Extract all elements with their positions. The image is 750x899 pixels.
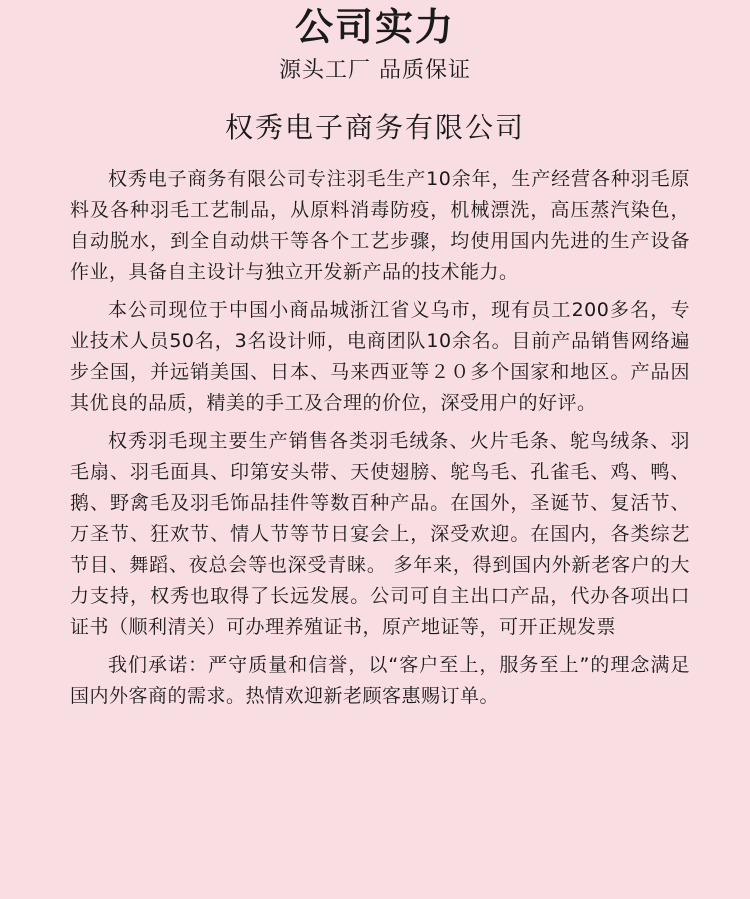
paragraph-intro: 权秀电子商务有限公司专注羽毛生产10余年，生产经营各种羽毛原料及各种羽毛工艺制品，从原料消毒防疫，机械漂洗，高压蒸汽染色，自动脱水，到全自动烘干等各个工艺步骤，均使用国内先进的生产设备作业，具备自主设计与独立开发新产品的技术能力。 bbox=[70, 168, 690, 283]
paragraph-location: 本公司现位于中国小商品城浙江省义乌市，现有员工200多名，专业技术人员50名，3名设计师，电商团队10余名。目前产品销售网络遍步全国，并远销美国、日本、马来西亚等２０多个国家和地区。产品因其优良的品质，精美的手工及合理的价位，深受用户的好评。 bbox=[70, 299, 690, 414]
company-description bbox=[70, 164, 690, 719]
company-name: 权秀电子商务有限公司 bbox=[224, 111, 525, 144]
page-subtitle: 源头工厂 品质保证 bbox=[279, 58, 471, 83]
paragraph-promise: 我们承诺：严守质量和信誉，以“客户至上，服务至上”的理念满足国内外客商的需求。热情欢迎新老顾客惠赐订单。 bbox=[70, 654, 690, 707]
page-title: 公司实力 bbox=[294, 5, 455, 49]
paragraph-products: 权秀羽毛现主要生产销售各类羽毛绒条、火片毛条、鸵鸟绒条、羽毛扇、羽毛面具、印第安头带、天使翅膀、鸵鸟毛、孔雀毛、鸡、鸭、鹅、野禽毛及羽毛饰品挂件等数百种产品。在国外，圣诞节、复活节、万圣节、狂欢节、情人节等节日宴会上，深受欢迎。在国内，各类综艺节目、舞蹈、夜总会等也深受青睐。 多年来，得到国内外新老客户的大力支持，权秀也取得了长远发展。公司可自主出口产品，代办各项出口证书（顺利清关）可办理养殖证书，原产地证等，可开正规发票 bbox=[70, 430, 690, 638]
